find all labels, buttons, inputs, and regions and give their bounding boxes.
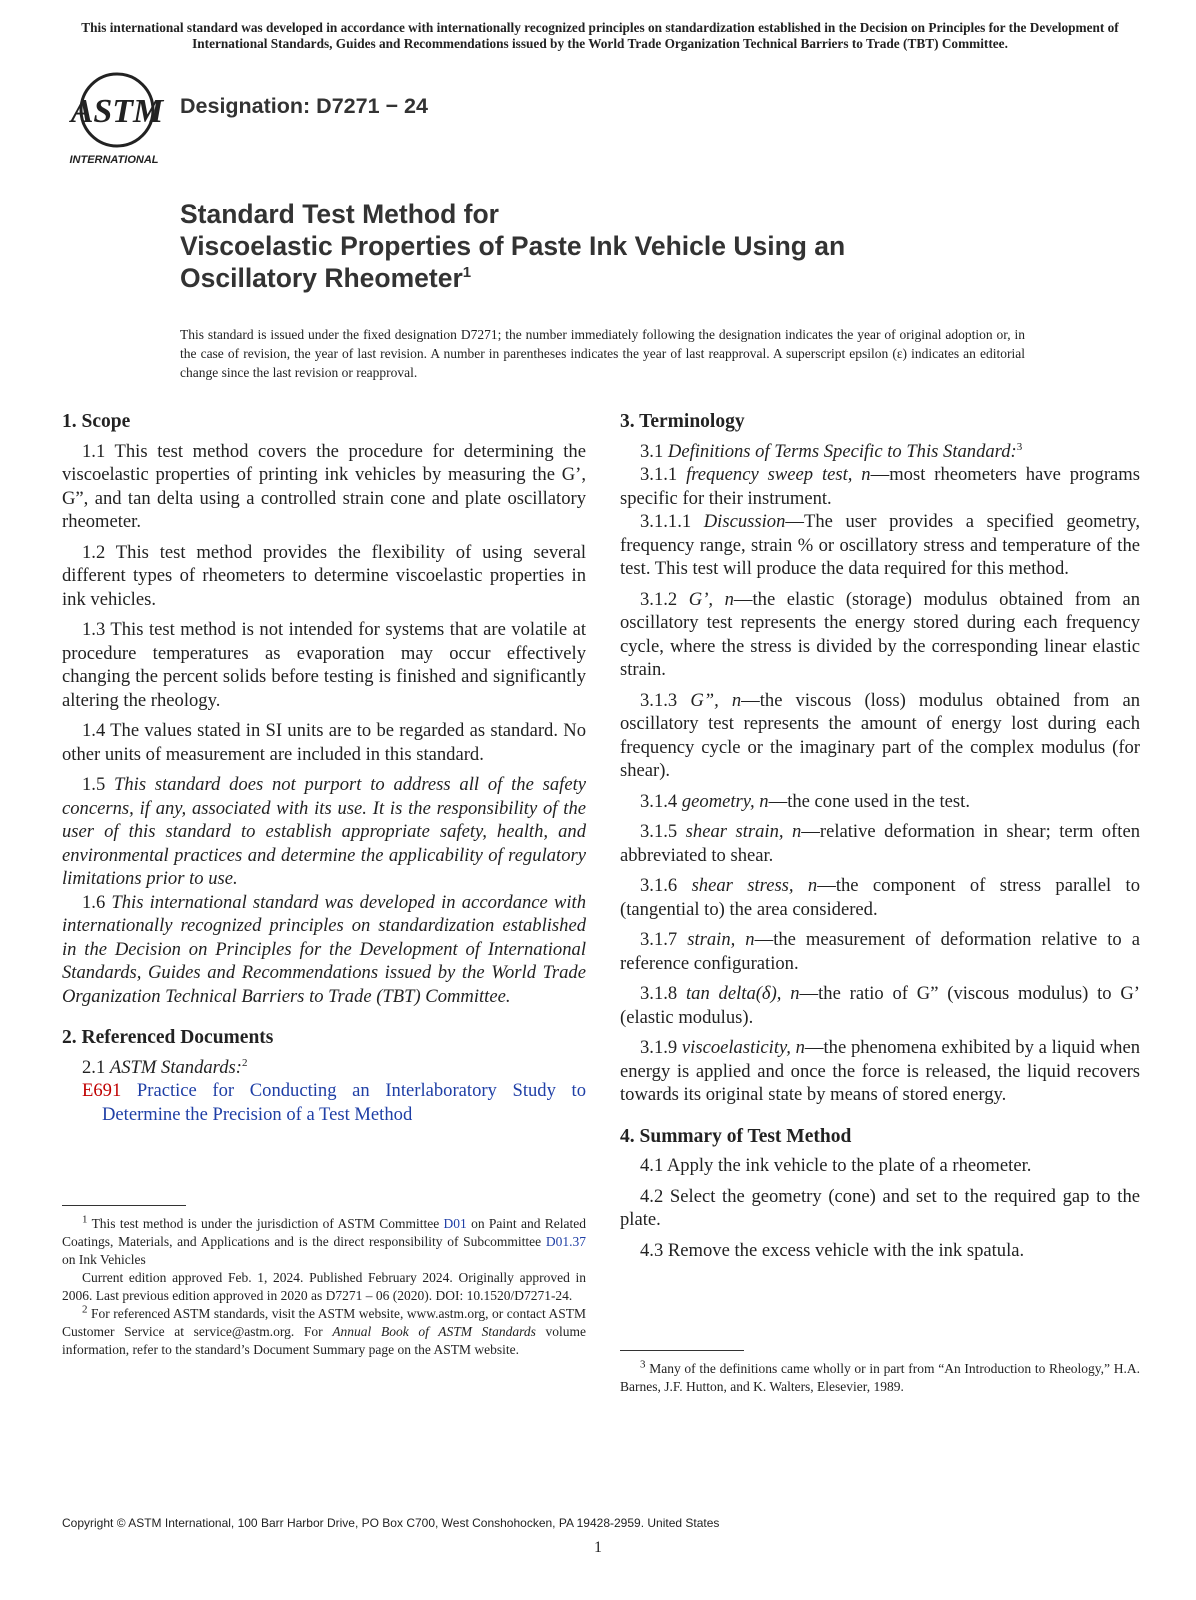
left-footnotes	[62, 1215, 586, 1359]
ref-code-link[interactable]: E691	[82, 1080, 122, 1101]
para-1-6: 1.6 This international standard was developed in accordance with internationally recognized principles on standardization established in the Decision on Principles for the Development of International Standards, Guides and Recommendations issued by the World Trade Organization Technical Barriers to Trade (TBT) Committee.	[62, 891, 587, 1007]
right-column	[620, 410, 1140, 1262]
def-3-1-7: 3.1.7 strain, n—the measurement of deformation relative to a reference configuration.	[620, 929, 1140, 974]
copyright-footer: Copyright © ASTM International, 100 Barr Harbor Drive, PO Box C700, West Conshohocken, PA 19428-2959. United States	[62, 1516, 720, 1530]
ref-title-link[interactable]: Practice for Conducting an Interlaboratory Study to Determine the Precision of a Test Method	[102, 1080, 586, 1125]
footnote-ref-3[interactable]: 3	[1016, 440, 1023, 453]
para-1-3: 1.3 This test method is not intended for systems that are volatile at procedure temperatures as evaporation may occur effectively changing the percent solids before testing is finished and significantly altering the rheology.	[62, 619, 586, 711]
footnote-divider-right	[620, 1350, 744, 1351]
def-3-1-3: 3.1.3 G”, n—the viscous (loss) modulus obtained from an oscillatory test represents the amount of energy lost during each frequency cycle or the imaginary part of the complex modulus (for shear).	[620, 689, 1140, 781]
para-1-1: 1.1 This test method covers the procedure for determining the viscoelastic properties of printing ink vehicles by measuring the G’, G”, and tan delta using a controlled strain cone and plate oscillatory rheometer.	[62, 440, 586, 532]
issued-note: This standard is issued under the fixed designation D7271; the number immediately following the designation indicates the year of original adoption or, in the case of revision, the year of last revision. A number in parentheses indicates the year of last reapproval. A superscript epsilon (ε) indicates an editorial change since the last revision or reapproval.	[180, 327, 1025, 380]
svg-text:ASTM: ASTM	[70, 93, 164, 130]
right-footnotes	[620, 1360, 1140, 1396]
footnote-2: $^2$ For referenced ASTM standards, visit the ASTM website, www.astm.org, or contact ASTM Customer Service at service@astm.org. For Annual Book of ASTM Standards volume information, refer to the standard’s Document Summary page on the ASTM website.	[62, 1303, 586, 1357]
footnote-1-edition: Current edition approved Feb. 1, 2024. Published February 2024. Originally approved in 2006. Last previous edition approved in 2020 as D7271 – 06 (2020). DOI: 10.1520/D7271-24.	[62, 1270, 586, 1303]
tbt-notice: This international standard was developed in accordance with internationally recognized principles on standardization established in the Decision on Principles for the Development of International Standards, Guides and Recommendations issued by the World Trade Organization Technical Barriers to Trade (TBT) Committee.	[81, 20, 1119, 51]
def-3-1-4: 3.1.4 geometry, n—the cone used in the test.	[640, 790, 970, 812]
def-3-1-9: 3.1.9 viscoelasticity, n—the phenomena exhibited by a liquid when energy is applied and once the force is released, the liquid recovers towards its original state by means of stored energy.	[620, 1037, 1140, 1105]
para-4-3: 4.3 Remove the excess vehicle with the ink spatula.	[640, 1239, 1025, 1261]
para-3-1: 3.1 Definitions of Terms Specific to This Standard:$^3$	[640, 440, 1023, 462]
footnote-divider-left	[62, 1205, 186, 1206]
para-1-5: 1.5 This standard does not purport to address all of the safety concerns, if any, associated with its use. It is the responsibility of the user of this standard to establish appropriate safety, health, and environmental practices and determine the applicability of regulatory limitations prior to use.	[62, 774, 586, 889]
section-3-heading: 3. Terminology	[620, 411, 745, 432]
def-3-1-8: 3.1.8 tan delta(δ), n—the ratio of G” (viscous modulus) to G’ (elastic modulus).	[620, 983, 1140, 1028]
reference-e691	[62, 1079, 586, 1126]
astm-logo	[62, 70, 172, 166]
section-2-heading: 2. Referenced Documents	[62, 1027, 274, 1048]
section-1-heading: 1. Scope	[62, 411, 131, 432]
title-line-1: Standard Test Method for	[180, 199, 499, 229]
section-4-heading: 4. Summary of Test Method	[620, 1125, 852, 1147]
footnote-1: $^1$ This test method is under the jurisdiction of ASTM Committee D01 on Paint and Related Coatings, Materials, and Applications and is the direct responsibility of Subcommittee D01.37 on Ink Vehicles	[62, 1213, 586, 1267]
designation: Designation: D7271 − 24	[180, 94, 428, 118]
def-3-1-2: 3.1.2 G’, n—the elastic (storage) modulus obtained from an oscillatory test represents the energy stored during each frequency cycle, where the stress is divided by the corresponding linear elastic strain.	[620, 588, 1140, 680]
document-title	[180, 198, 1080, 294]
title-line-2: Viscoelastic Properties of Paste Ink Vehicle Using an	[180, 231, 846, 261]
footnote-ref-2[interactable]: 2	[241, 1056, 248, 1069]
def-3-1-6: 3.1.6 shear stress, n—the component of stress parallel to (tangential to) the area considered.	[620, 875, 1141, 920]
def-3-1-5: 3.1.5 shear strain, n—relative deformation in shear; term often abbreviated to shear.	[620, 821, 1140, 866]
d0137-link[interactable]: D01.37	[545, 1234, 586, 1249]
para-1-4: 1.4 The values stated in SI units are to be regarded as standard. No other units of measurement are included in this standard.	[62, 720, 586, 765]
para-4-1: 4.1 Apply the ink vehicle to the plate of a rheometer.	[640, 1155, 1032, 1176]
page-number: 1	[594, 1539, 602, 1556]
def-3-1-1-1: 3.1.1.1 Discussion—The user provides a specified geometry, frequency range, strain % or oscillatory stress and temperature of the test. This test will produce the data required for this method.	[620, 511, 1140, 579]
left-column	[62, 410, 586, 1126]
d01-link[interactable]: D01	[443, 1216, 467, 1231]
svg-text:INTERNATIONAL: INTERNATIONAL	[69, 154, 159, 166]
footnote-3: $^3$ Many of the definitions came wholly or in part from “An Introduction to Rheology,” H.A. Barnes, J.F. Hutton, and K. Walters, Elesevier, 1989.	[620, 1358, 1141, 1394]
para-4-2: 4.2 Select the geometry (cone) and set to the required gap to the plate.	[620, 1185, 1140, 1230]
para-2-1: 2.1 ASTM Standards:$^2$	[82, 1056, 248, 1078]
title-footnote-ref[interactable]: 1	[462, 264, 472, 282]
title-line-3: Oscillatory Rheometer$^1$	[180, 263, 472, 293]
def-3-1-1: 3.1.1 frequency sweep test, n—most rheometers have programs specific for their instrument.	[620, 464, 1140, 509]
para-1-2: 1.2 This test method provides the flexibility of using several different types of rheometers to determine viscoelastic properties in ink vehicles.	[62, 541, 586, 610]
